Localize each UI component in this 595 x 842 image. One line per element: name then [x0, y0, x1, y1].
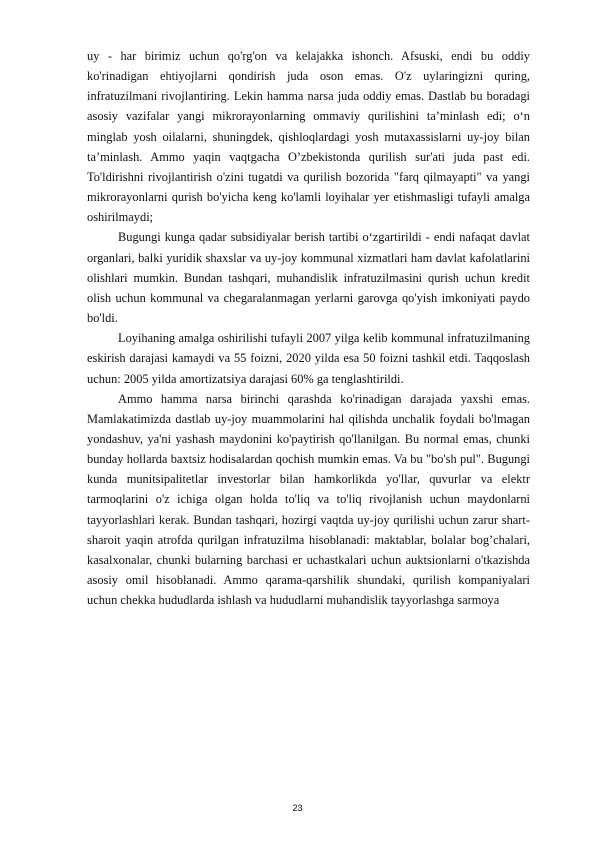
page-number: 23: [292, 803, 303, 813]
paragraph-4: Ammo hamma narsa birinchi qarashda ko'rinadigan darajada yaxshi emas. Mamlakatimizda dastlab uy-joy muammolarini hal qilishda unchalik foydali bo'lmagan yondashuv, ya'ni yashash maydonini ko'paytirish qo'llanilgan. Bu normal emas, chunki bunday hollarda baxtsiz hodisalardan qochish mumkin emas. Va bu "bo'sh pul". Bugungi kunda munitsipalitetlar investorlar bilan hamkorlikda yo'llar, quvurlar va elektr tarmoqlarini o'z ichiga olgan holda to'liq va to'liq rivojlanish uchun maydonlarni tayyorlashlari kerak. Bundan tashqari, hozirgi vaqtda uy-joy qurilishi uchun zarur shart-sharoit yaqin atrofda qurilgan infratuzilma hisoblanadi: maktablar, bolalar bog’chalari, kasalxonalar, chunki bularning barchasi er uchastkalari uchun auktsionlarni o'tkazishda asosiy omil hisoblanadi. Ammo qarama-qarshilik shundaki, qurilish kompaniyalari uchun chekka hududlarda ishlash va hududlarni muhandislik tayyorlashga sarmoya: [87, 391, 530, 608]
paragraph-1: uy - har birimiz uchun qo'rg'on va kelajakka ishonch. Afsuski, endi bu oddiy ko'rinadigan ehtiyojlarni qondirish juda oson emas. O'z uylaringizni quring, infratuzilmani rivojlantiring. Lekin hamma narsa juda oddiy emas. Dastlab bu boradagi asosiy vazifalar yangi mikrorayonlarning ommaviy qurilishini ta’minlash edi; o‘n minglab yosh oilalarni, shuningdek, qishloqlardagi yosh mutaxassislarni uy-joy bilan ta’minlash. Ammo yaqin vaqtgacha O’zbekistonda qurilish sur'ati juda past edi. To'ldirishni rivojlantirish o'zini tugatdi va qurilish bozorida "farq qilmayapti" va yangi mikrorayonlarni qurish bo'yicha keng ko'lamli loyihalar yer etishmasligi tufayli amalga oshirilmaydi;: [87, 49, 530, 225]
paragraph-2: Bugungi kunga qadar subsidiyalar berish tartibi o‘zgartirildi - endi nafaqat davlat organlari, balki yuridik shaxslar va uy-joy kommunal xizmatlari ham davlat kafolatlarini olishlari mumkin. Bundan tashqari, muhandislik infratuzilmasini qurish uchun kredit olish uchun kommunal va chegaralanmagan yerlarni garovga qo'yish imkoniyati paydo bo'ldi.: [87, 230, 530, 326]
paragraph-3: Loyihaning amalga oshirilishi tufayli 2007 yilga kelib kommunal infratuzilmaning eskirish darajasi kamaydi va 55 foizni, 2020 yilda esa 50 foizni tashkil etdi. Taqqoslash uchun: 2005 yilda amortizatsiya darajasi 60% ga tenglashtirildi.: [87, 331, 530, 386]
document-body: [87, 46, 530, 610]
